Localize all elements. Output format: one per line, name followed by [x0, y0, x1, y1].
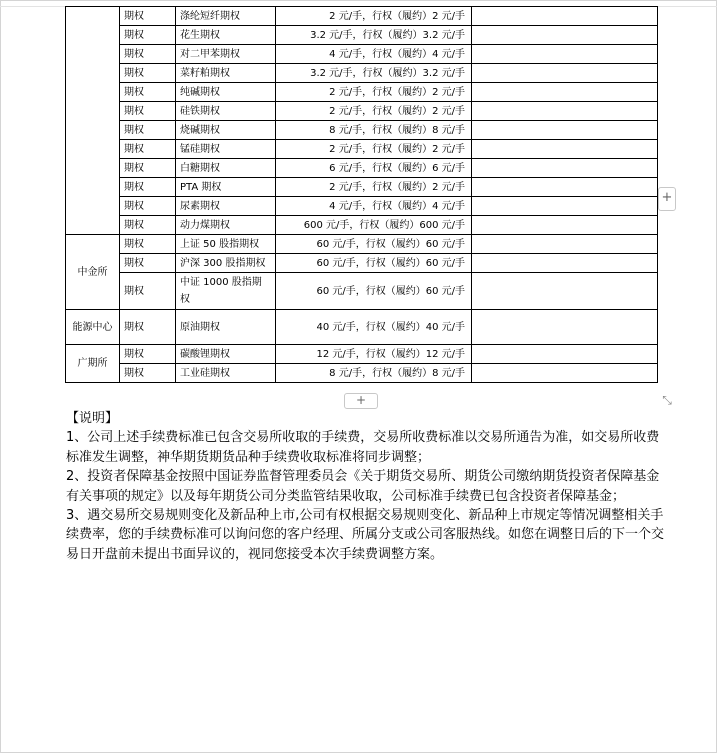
type-cell: 期权 — [120, 345, 176, 364]
product-cell: 上证 50 股指期权 — [176, 235, 276, 254]
fee-cell: 2 元/手，行权（履约）2 元/手 — [276, 83, 472, 102]
table-row — [66, 235, 658, 254]
type-cell: 期权 — [120, 254, 176, 273]
product-cell: 硅铁期权 — [176, 102, 276, 121]
fee-cell: 3.2 元/手，行权（履约）3.2 元/手 — [276, 26, 472, 45]
exchange-cell: 广期所 — [66, 345, 120, 383]
blank-cell — [472, 26, 658, 45]
type-cell: 期权 — [120, 102, 176, 121]
fee-cell: 8 元/手，行权（履约）8 元/手 — [276, 364, 472, 383]
table-row — [66, 254, 658, 273]
table-row — [66, 197, 658, 216]
product-cell: 动力煤期权 — [176, 216, 276, 235]
product-cell: PTA 期权 — [176, 178, 276, 197]
type-cell: 期权 — [120, 273, 176, 310]
type-cell: 期权 — [120, 216, 176, 235]
table-row — [66, 64, 658, 83]
fee-cell: 4 元/手，行权（履约）4 元/手 — [276, 45, 472, 64]
type-cell: 期权 — [120, 64, 176, 83]
product-cell: 烧碱期权 — [176, 121, 276, 140]
fee-cell: 60 元/手，行权（履约）60 元/手 — [276, 273, 472, 310]
exchange-cell: 能源中心 — [66, 310, 120, 345]
table-row — [66, 310, 658, 345]
product-cell: 纯碱期权 — [176, 83, 276, 102]
product-cell: 锰硅期权 — [176, 140, 276, 159]
type-cell: 期权 — [120, 45, 176, 64]
blank-cell — [472, 364, 658, 383]
notes-heading: 【说明】 — [66, 411, 119, 426]
type-cell: 期权 — [120, 7, 176, 26]
blank-cell — [472, 310, 658, 345]
fee-table — [65, 6, 658, 383]
add-column-button[interactable]: + — [658, 187, 676, 211]
fee-cell: 40 元/手，行权（履约）40 元/手 — [276, 310, 472, 345]
fee-cell: 60 元/手，行权（履约）60 元/手 — [276, 235, 472, 254]
exchange-cell — [66, 7, 120, 235]
table-row — [66, 345, 658, 364]
table-row — [66, 140, 658, 159]
note-item-2: 2、投资者保障基金按照中国证券监督管理委员会《关于期货交易所、期货公司缴纳期货投资者保障基金有关事项的规定》以及每年期货公司分类监管结果收取，公司标准手续费已包含投资者保障基金； — [66, 469, 660, 504]
table-resize-handle-icon[interactable]: ⤡ — [662, 393, 672, 407]
table-row — [66, 45, 658, 64]
table-row — [66, 7, 658, 26]
fee-cell: 2 元/手，行权（履约）2 元/手 — [276, 102, 472, 121]
type-cell: 期权 — [120, 140, 176, 159]
product-cell: 涤纶短纤期权 — [176, 7, 276, 26]
blank-cell — [472, 216, 658, 235]
table-row — [66, 26, 658, 45]
blank-cell — [472, 45, 658, 64]
note-item-1: 1、公司上述手续费标准已包含交易所收取的手续费，交易所收费标准以交易所通告为准，如交易所收费标准发生调整，神华期货期货品种手续费收取标准将同步调整； — [66, 430, 660, 465]
blank-cell — [472, 197, 658, 216]
fee-cell: 3.2 元/手，行权（履约）3.2 元/手 — [276, 64, 472, 83]
fee-cell: 600 元/手，行权（履约）600 元/手 — [276, 216, 472, 235]
table-row — [66, 273, 658, 310]
product-cell: 菜籽粕期权 — [176, 64, 276, 83]
table-row — [66, 216, 658, 235]
blank-cell — [472, 64, 658, 83]
type-cell: 期权 — [120, 83, 176, 102]
table-row — [66, 159, 658, 178]
blank-cell — [472, 273, 658, 310]
product-cell: 沪深 300 股指期权 — [176, 254, 276, 273]
table-row — [66, 83, 658, 102]
notes-section — [66, 409, 666, 564]
blank-cell — [472, 235, 658, 254]
product-cell: 原油期权 — [176, 310, 276, 345]
exchange-cell: 中金所 — [66, 235, 120, 310]
fee-cell: 12 元/手，行权（履约）12 元/手 — [276, 345, 472, 364]
blank-cell — [472, 83, 658, 102]
table-row — [66, 178, 658, 197]
type-cell: 期权 — [120, 159, 176, 178]
blank-cell — [472, 254, 658, 273]
type-cell: 期权 — [120, 178, 176, 197]
blank-cell — [472, 345, 658, 364]
fee-cell: 2 元/手，行权（履约）2 元/手 — [276, 7, 472, 26]
blank-cell — [472, 102, 658, 121]
add-row-button[interactable]: + — [344, 393, 378, 409]
product-cell: 工业硅期权 — [176, 364, 276, 383]
product-cell: 花生期权 — [176, 26, 276, 45]
type-cell: 期权 — [120, 26, 176, 45]
note-item-3: 3、遇交易所交易规则变化及新品种上市,公司有权根据交易规则变化、新品种上市规定等情况调整相关手续费率，您的手续费标准可以询问您的客户经理、所属分支或公司客服热线。如您在调整日后的下一个交易日开盘前未提出书面异议的，视同您接受本次手续费调整方案。 — [66, 508, 665, 562]
blank-cell — [472, 159, 658, 178]
table-row — [66, 121, 658, 140]
table-row — [66, 102, 658, 121]
product-cell: 碳酸锂期权 — [176, 345, 276, 364]
product-cell: 对二甲苯期权 — [176, 45, 276, 64]
type-cell: 期权 — [120, 121, 176, 140]
product-cell: 尿素期权 — [176, 197, 276, 216]
fee-cell: 2 元/手，行权（履约）2 元/手 — [276, 140, 472, 159]
type-cell: 期权 — [120, 235, 176, 254]
fee-cell: 60 元/手，行权（履约）60 元/手 — [276, 254, 472, 273]
product-cell: 中证 1000 股指期权 — [176, 273, 276, 310]
type-cell: 期权 — [120, 364, 176, 383]
blank-cell — [472, 7, 658, 26]
product-cell: 白糖期权 — [176, 159, 276, 178]
fee-cell: 4 元/手，行权（履约）4 元/手 — [276, 197, 472, 216]
blank-cell — [472, 140, 658, 159]
table-row — [66, 364, 658, 383]
fee-cell: 6 元/手，行权（履约）6 元/手 — [276, 159, 472, 178]
fee-cell: 8 元/手，行权（履约）8 元/手 — [276, 121, 472, 140]
fee-cell: 2 元/手，行权（履约）2 元/手 — [276, 178, 472, 197]
type-cell: 期权 — [120, 197, 176, 216]
blank-cell — [472, 121, 658, 140]
blank-cell — [472, 178, 658, 197]
type-cell: 期权 — [120, 310, 176, 345]
